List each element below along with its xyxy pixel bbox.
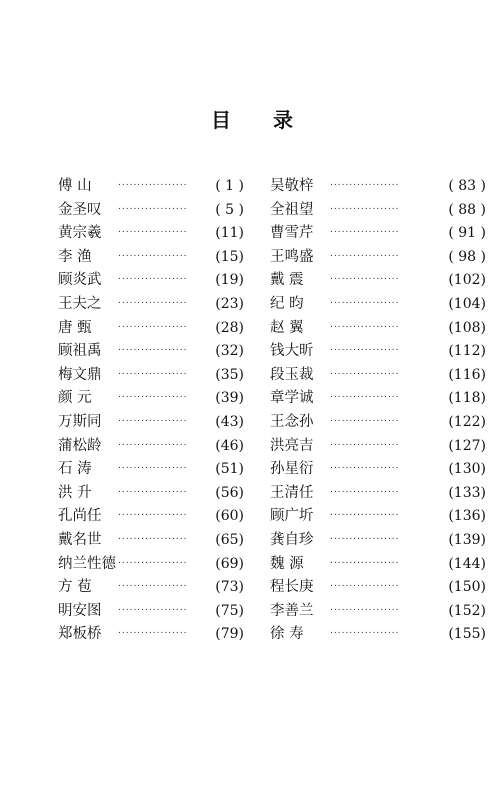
toc-leader-dots: ..................: [330, 343, 400, 354]
toc-entry-name: 顾炎武: [58, 272, 102, 289]
toc-leader-dots: ..................: [330, 508, 400, 519]
toc-entry-name: 颜 元: [58, 390, 92, 407]
toc-entry-page: (79): [215, 626, 244, 643]
toc-entry-name: 徐 寿: [270, 626, 304, 643]
toc-leader-dots: ..................: [330, 248, 400, 259]
toc-leader-dots: ..................: [330, 390, 400, 401]
toc-entry-page: ( 83 ): [448, 178, 486, 194]
toc-right-column: [270, 175, 486, 647]
toc-leader-dots: ..................: [330, 295, 400, 306]
toc-entry-name: 纪 昀: [270, 295, 304, 312]
toc-leader-dots: ..................: [330, 531, 400, 542]
toc-entry-name: 蒲松龄: [58, 437, 102, 454]
toc-entry-page: (116): [448, 366, 486, 383]
toc-entry-page: (65): [215, 531, 244, 548]
toc-leader-dots: ..................: [330, 366, 400, 377]
toc-entry-page: (152): [448, 602, 486, 619]
toc-entry-page: (69): [215, 555, 244, 572]
toc-leader-dots: ..................: [118, 319, 188, 330]
toc-leader-dots: ..................: [118, 579, 188, 590]
toc-entry-page: (144): [448, 555, 486, 572]
toc-entry-page: (102): [448, 272, 486, 289]
toc-entry-page: (112): [448, 343, 486, 360]
toc-entry-page: (139): [448, 531, 486, 548]
toc-entry-name: 顾祖禹: [58, 343, 102, 360]
toc-entry-page: ( 1 ): [215, 178, 244, 194]
toc-leader-dots: ..................: [330, 579, 400, 590]
toc-leader-dots: ..................: [330, 461, 400, 472]
toc-entry-name: 郑板桥: [58, 626, 102, 643]
toc-entry-name: 唐 甄: [58, 319, 92, 336]
toc-entry-name: 洪 升: [58, 484, 92, 501]
toc-entry-name: 吴敬梓: [270, 178, 314, 194]
toc-entry-page: (19): [215, 272, 244, 289]
toc-entry-name: 王清任: [270, 484, 314, 501]
toc-entry-page: (122): [448, 413, 486, 430]
toc-entry-page: (15): [215, 248, 244, 265]
toc-entry-name: 王念孙: [270, 413, 314, 430]
toc-leader-dots: ..................: [118, 295, 188, 306]
toc-entry-page: (46): [215, 437, 244, 454]
toc-leader-dots: ..................: [118, 602, 188, 613]
toc-entry-name: 方 苞: [58, 579, 92, 596]
toc-entry-page: (35): [215, 366, 244, 383]
toc-entry[interactable]: [270, 623, 486, 647]
toc-entry-name: 傅 山: [58, 178, 92, 194]
toc-entry-page: (56): [215, 484, 244, 501]
toc-leader-dots: ..................: [330, 272, 400, 283]
toc-entry-page: (60): [215, 508, 244, 525]
toc-entry[interactable]: [58, 623, 258, 647]
toc-entry-name: 王鸣盛: [270, 248, 314, 265]
toc-leader-dots: ..................: [118, 272, 188, 283]
toc-entry-name: 顾广圻: [270, 508, 314, 525]
toc-entry-name: 明安图: [58, 602, 102, 619]
toc-leader-dots: ..................: [330, 201, 400, 212]
page-title: [0, 104, 504, 133]
toc-left-column: [58, 175, 258, 647]
toc-leader-dots: ..................: [118, 178, 188, 188]
toc-entry-name: 章学诚: [270, 390, 314, 407]
toc-leader-dots: ..................: [118, 484, 188, 495]
title-char-1: 目: [211, 108, 231, 132]
toc-entry-name: 孙星衍: [270, 461, 314, 478]
toc-entry-name: 金圣叹: [58, 201, 102, 218]
toc-entry-page: (136): [448, 508, 486, 525]
toc-entry-name: 全祖望: [270, 201, 314, 218]
toc-entry-name: 孔尚任: [58, 508, 102, 525]
toc-leader-dots: ..................: [118, 555, 188, 566]
toc-entry-name: 戴名世: [58, 531, 102, 548]
toc-entry-page: (75): [215, 602, 244, 619]
toc-entry-page: (118): [448, 390, 486, 407]
toc-entry-name: 黄宗羲: [58, 225, 102, 242]
toc-leader-dots: ..................: [118, 531, 188, 542]
toc-leader-dots: ..................: [118, 626, 188, 637]
toc-entry-name: 赵 翼: [270, 319, 304, 336]
toc-leader-dots: ..................: [330, 555, 400, 566]
toc-entry-page: (108): [448, 319, 486, 336]
toc-entry-page: (43): [215, 413, 244, 430]
toc-leader-dots: ..................: [118, 390, 188, 401]
toc-entry-page: (32): [215, 343, 244, 360]
toc-leader-dots: ..................: [330, 178, 400, 188]
toc-leader-dots: ..................: [118, 366, 188, 377]
toc-leader-dots: ..................: [330, 484, 400, 495]
title-char-2: 录: [273, 108, 293, 132]
toc-entry-name: 段玉裁: [270, 366, 314, 383]
toc-leader-dots: ..................: [118, 461, 188, 472]
toc-entry-name: 王夫之: [58, 295, 102, 312]
toc-leader-dots: ..................: [118, 508, 188, 519]
toc-entry-page: (155): [448, 626, 486, 643]
toc-leader-dots: ..................: [330, 319, 400, 330]
toc-leader-dots: ..................: [118, 343, 188, 354]
toc-entry-name: 钱大昕: [270, 343, 314, 360]
toc-leader-dots: ..................: [118, 225, 188, 236]
toc-leader-dots: ..................: [118, 248, 188, 259]
toc-entry-page: (130): [448, 461, 486, 478]
toc-entry-page: (23): [215, 295, 244, 312]
toc-entry-name: 魏 源: [270, 555, 304, 572]
toc-entry-name: 梅文鼎: [58, 366, 102, 383]
toc-entry-page: ( 5 ): [215, 201, 244, 218]
toc-leader-dots: ..................: [330, 602, 400, 613]
toc-entry-page: (104): [448, 295, 486, 312]
toc-entry-name: 石 涛: [58, 461, 92, 478]
toc-entry-name: 万斯同: [58, 413, 102, 430]
toc-leader-dots: ..................: [118, 437, 188, 448]
toc-leader-dots: ..................: [118, 413, 188, 424]
toc-entry-name: 洪亮吉: [270, 437, 314, 454]
toc-entry-name: 纳兰性德: [58, 555, 116, 572]
toc-entry-page: (28): [215, 319, 244, 336]
toc-entry-page: ( 88 ): [448, 201, 486, 218]
toc-entry-page: (11): [215, 225, 244, 242]
toc-leader-dots: ..................: [330, 413, 400, 424]
toc-leader-dots: ..................: [330, 437, 400, 448]
toc-entry-page: ( 91 ): [448, 225, 486, 242]
toc-leader-dots: ..................: [118, 201, 188, 212]
toc-entry-page: (73): [215, 579, 244, 596]
toc-entry-page: ( 98 ): [448, 248, 486, 265]
toc-leader-dots: ..................: [330, 626, 400, 637]
toc-entry-name: 李 渔: [58, 248, 92, 265]
toc-entry-page: (127): [448, 437, 486, 454]
toc-entry-page: (39): [215, 390, 244, 407]
toc-entry-page: (133): [448, 484, 486, 501]
toc-entry-name: 龚自珍: [270, 531, 314, 548]
toc-entry-name: 李善兰: [270, 602, 314, 619]
toc-entry-page: (51): [215, 461, 244, 478]
toc-entry-name: 戴 震: [270, 272, 304, 289]
toc-leader-dots: ..................: [330, 225, 400, 236]
toc-entry-name: 程长庚: [270, 579, 314, 596]
toc-entry-page: (150): [448, 579, 486, 596]
toc-entry-name: 曹雪芹: [270, 225, 314, 242]
